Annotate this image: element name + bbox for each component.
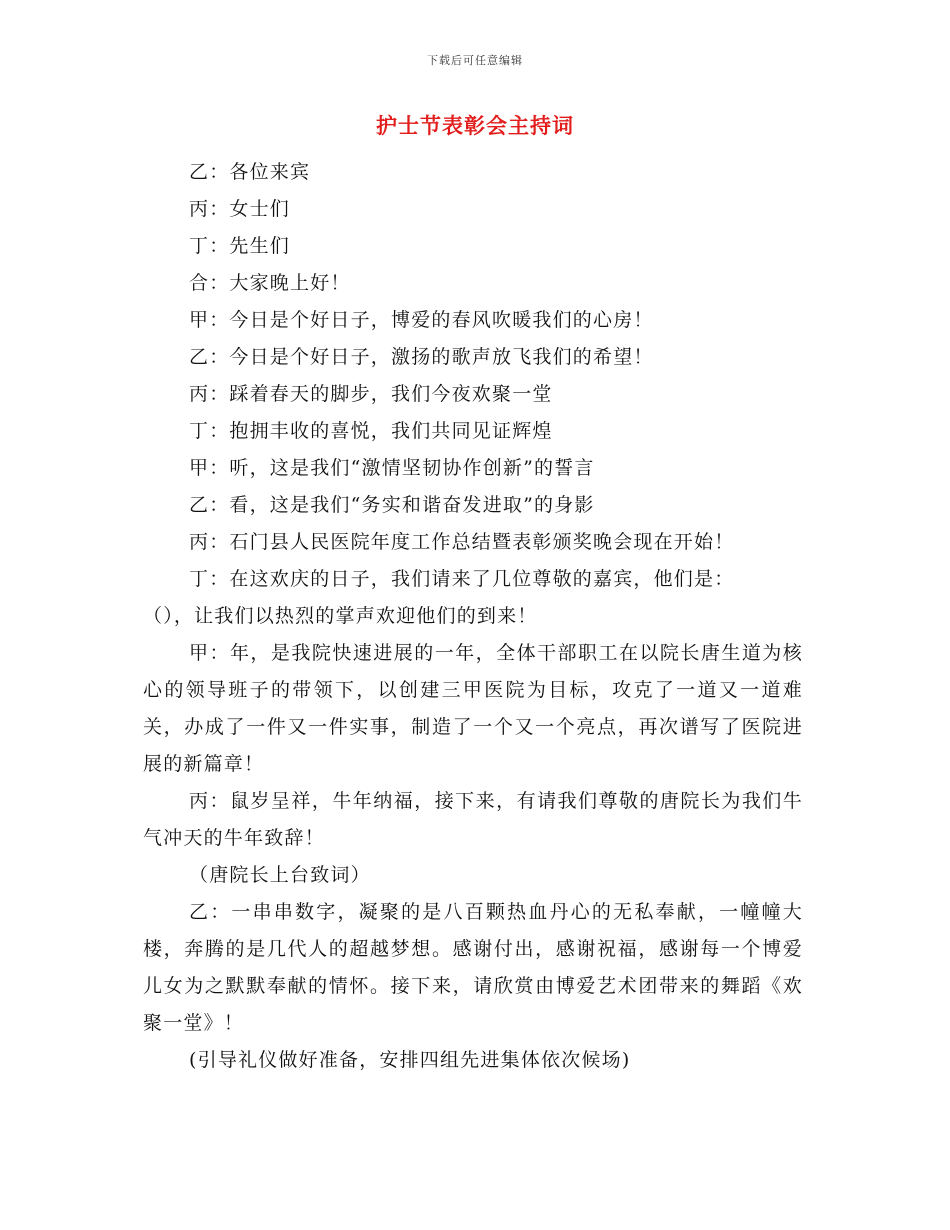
paragraph: （唐院长上台致词）: [189, 864, 371, 886]
paragraph: (引导礼仪做好准备，安排四组先进集体依次候场): [189, 1049, 631, 1071]
paragraph: 丁：在这欢庆的日子，我们请来了几位尊敬的嘉宾，他们是：: [189, 568, 735, 590]
paragraph: （），让我们以热烈的掌声欢迎他们的到来！: [143, 605, 538, 627]
paragraph: 甲：听，这是我们“激情坚韧协作创新”的誓言: [189, 457, 595, 479]
paragraph: 乙：各位来宾: [189, 161, 311, 183]
paragraph: 甲：年，是我院快速进展的一年，全体干部职工在以院长唐生道为核心的领导班子的带领下，以创建三甲医院为目标，攻克了一道又一道难关，办成了一件又一件实事，制造了一个又一个亮点，再次谱写了医院进展的新篇章！: [143, 642, 803, 775]
paragraph: 乙：今日是个好日子，激扬的歌声放飞我们的希望！: [189, 346, 654, 368]
paragraph: 丁：先生们: [189, 235, 291, 257]
paragraph: 合：大家晚上好！: [189, 272, 351, 294]
header-note: 下载后可任意编辑: [427, 54, 523, 67]
paragraph: 丙：踩着春天的脚步，我们今夜欢聚一堂: [189, 383, 553, 405]
paragraph: 丙：鼠岁呈祥，牛年纳福，接下来，有请我们尊敬的唐院长为我们牛气冲天的牛年致辞！: [143, 790, 803, 849]
paragraph: 丁：抱拥丰收的喜悦，我们共同见证辉煌: [189, 420, 553, 442]
document-body: [143, 154, 803, 1079]
paragraph: 丙：女士们: [189, 198, 291, 220]
paragraph: 甲：今日是个好日子，博爱的春风吹暖我们的心房！: [189, 309, 654, 331]
paragraph: 丙：石门县人民医院年度工作总结暨表彰颁奖晚会现在开始！: [189, 531, 735, 553]
paragraph: 乙：一串串数字，凝聚的是八百颗热血丹心的无私奉献，一幢幢大楼，奔腾的是几代人的超越梦想。感谢付出，感谢祝福，感谢每一个博爱儿女为之默默奉献的情怀。接下来，请欣赏由博爱艺术团带来的舞蹈《欢聚一堂》！: [143, 901, 803, 1034]
document-title: 护士节表彰会主持词: [376, 114, 574, 138]
paragraph: 乙：看，这是我们“务实和谐奋发进取”的身影: [189, 494, 595, 516]
